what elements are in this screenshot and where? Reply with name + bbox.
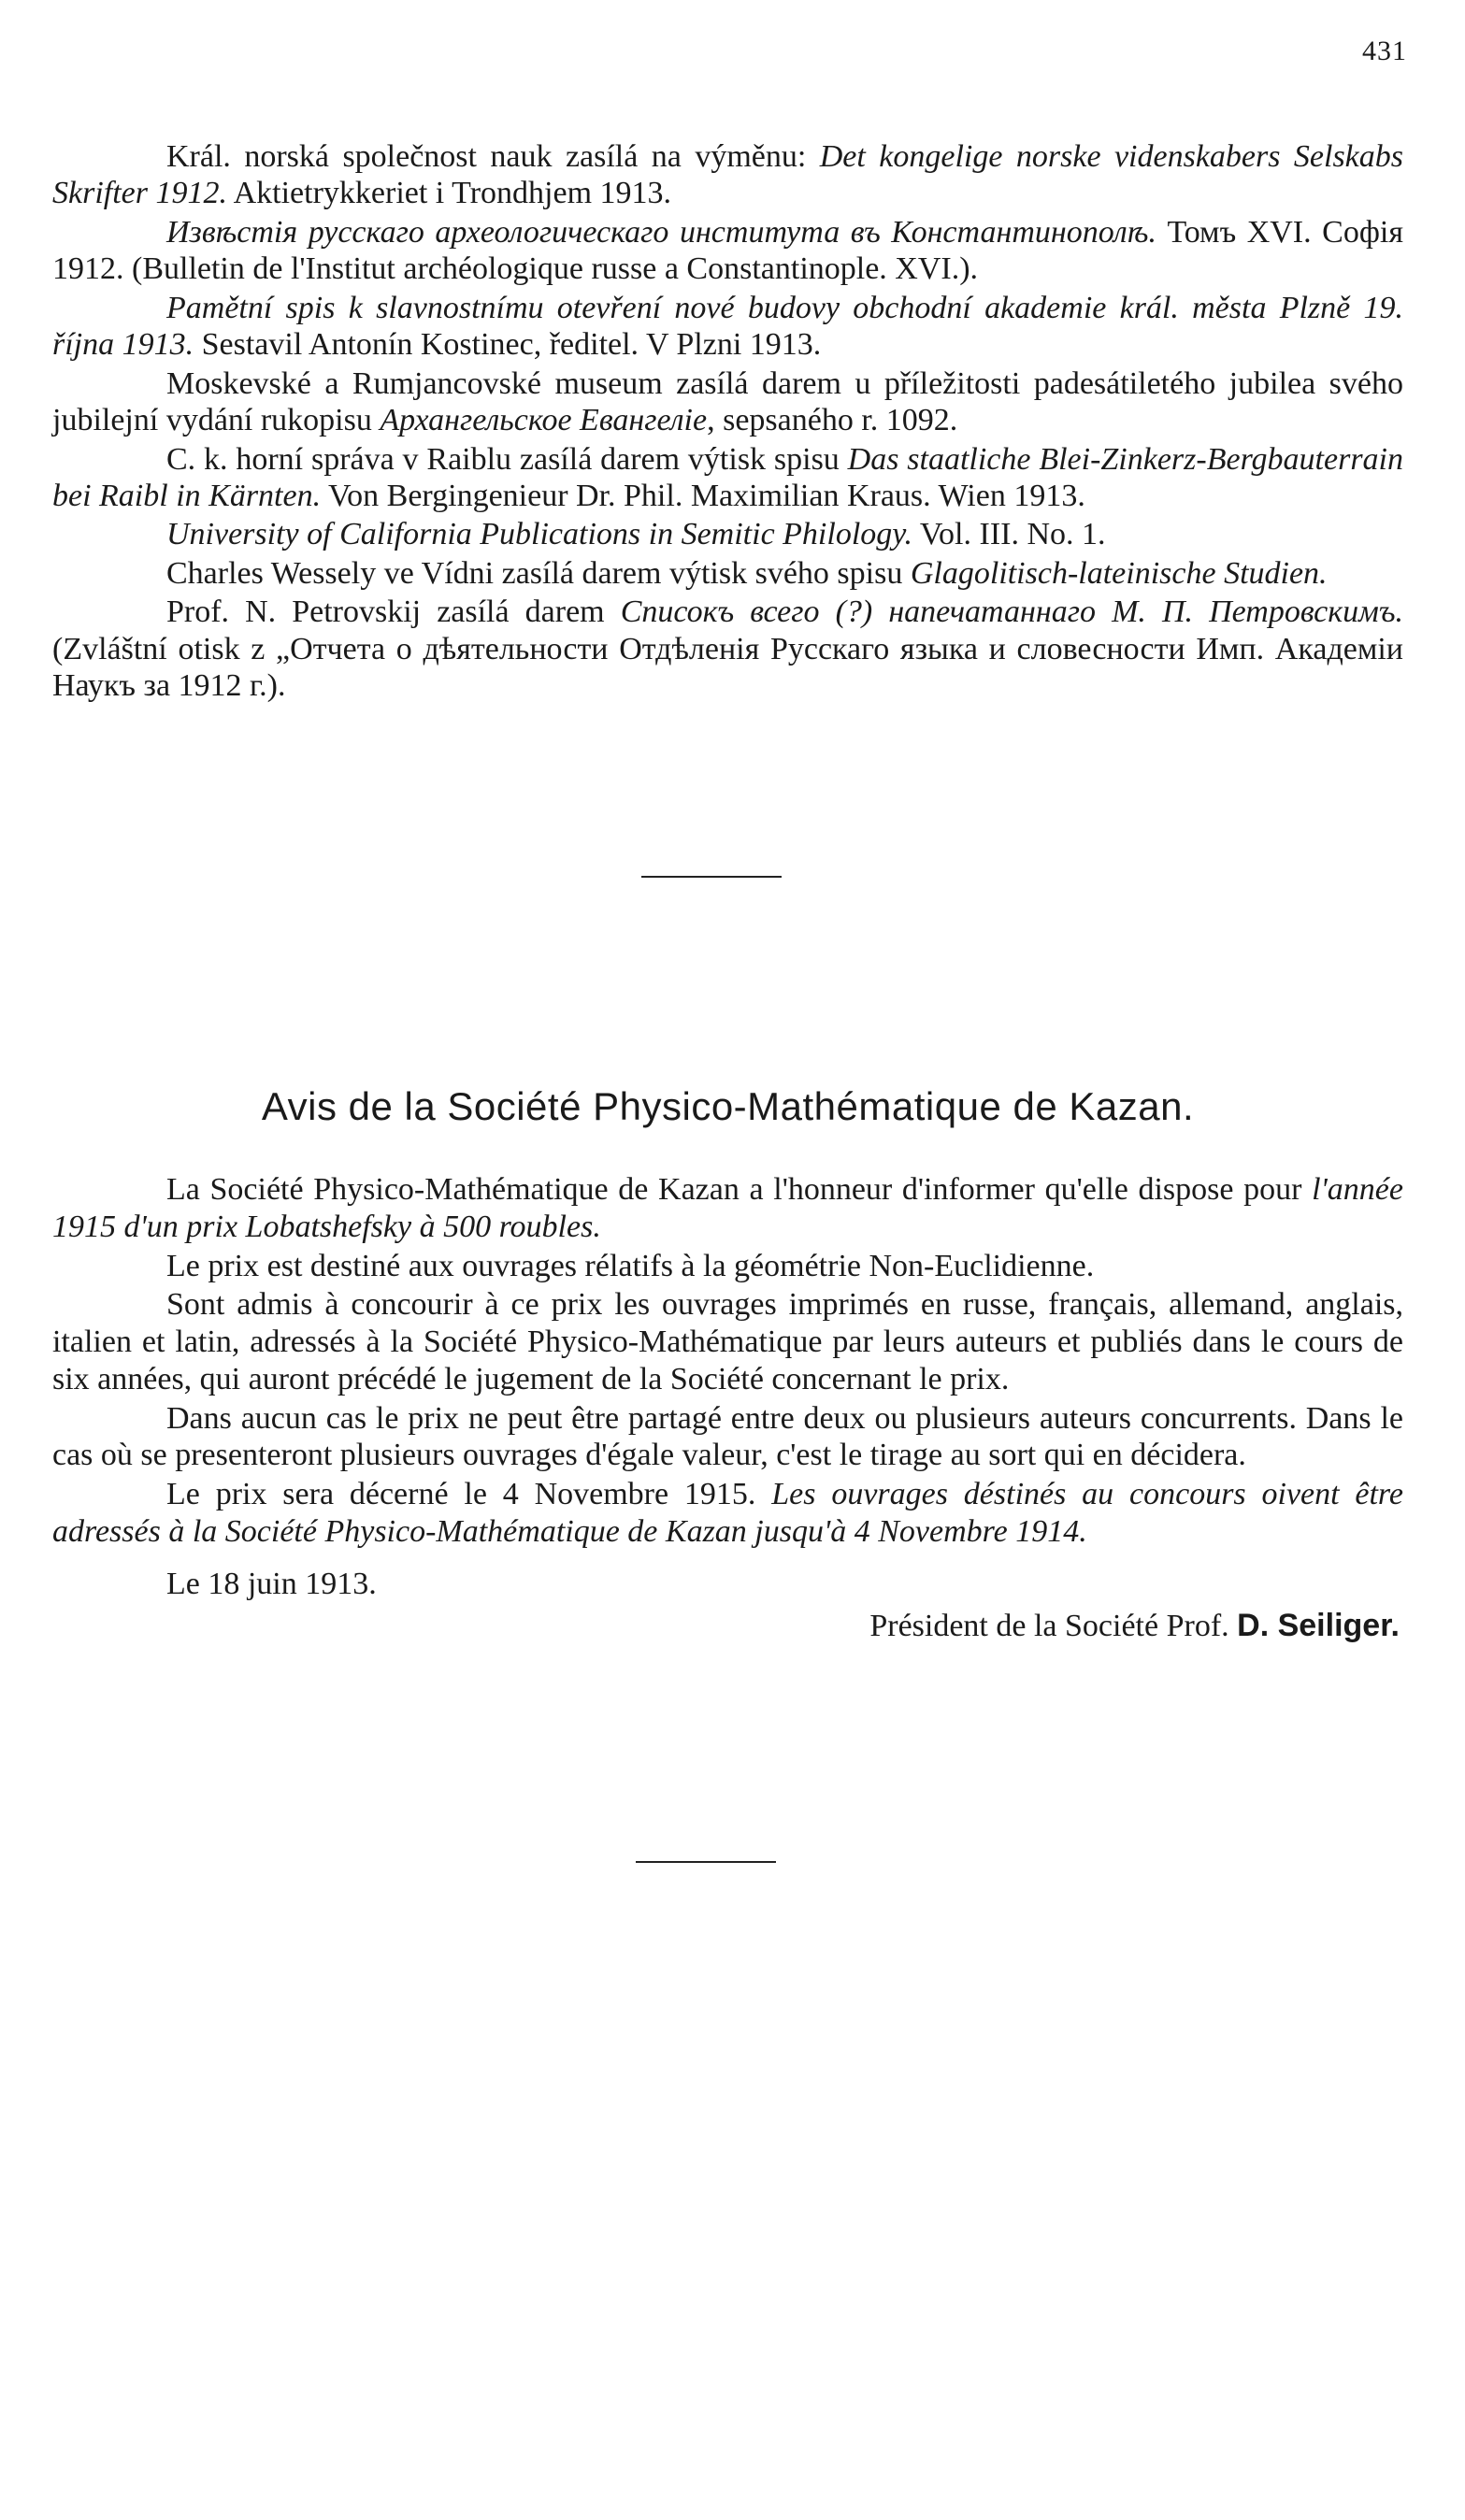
signatory-name: D. Seiliger. bbox=[1237, 1608, 1400, 1644]
notice-paragraph: Dans aucun cas le prix ne peut être partagé entre deux ou plusieurs auteurs concurrents. Dans le cas où se presenteront plusieurs ouvrages d'égale valeur, c'est le tirage au sort qui en décidera. bbox=[52, 1400, 1403, 1473]
list-item: University of California Publications in Semitic Philology. Vol. III. No. 1. bbox=[166, 517, 1106, 552]
notice-paragraph: La Société Physico-Mathématique de Kazan a l'honneur d'informer qu'elle dispose pour l'année 1915 d'un prix Lobatshefsky à 500 roubles. bbox=[52, 1172, 1403, 1244]
list-item: Král. norská společnost nauk zasílá na výměnu: Det kongelige norske videnskabers Selskabs Skrifter 1912. Aktietrykkeriet i Trondhjem 1913. bbox=[52, 139, 1404, 211]
notice-signature: Président de la Société Prof. D. Seiliger. bbox=[869, 1608, 1400, 1644]
notice-paragraph: Le prix est destiné aux ouvrages rélatifs à la géométrie Non-Euclidienne. bbox=[166, 1248, 1095, 1283]
list-item: Moskevské a Rumjancovské museum zasílá darem u příležitosti padesátiletého jubilea svého jubilejní vydání rukopisu Архангельское Евангеліе, sepsaného r. 1092. bbox=[52, 365, 1403, 438]
acquisitions-list bbox=[52, 138, 1403, 707]
notice-body bbox=[52, 1171, 1403, 1647]
page-number: 431 bbox=[1362, 36, 1407, 66]
notice-paragraph: Sont admis à concourir à ce prix les ouvrages imprimés en russe, français, allemand, anglais, italien et latin, adressés à la Société Physico-Mathématique par leurs auteurs et publiés dans le cours de six années, qui auront précédé le jugement de la Société concernant le prix. bbox=[52, 1287, 1403, 1396]
notice-paragraph: Le prix sera décerné le 4 Novembre 1915. Les ouvrages déstinés au concours oivent être adressés à la Société Physico-Mathématique de Kazan jusqu'à 4 Novembre 1914. bbox=[52, 1477, 1403, 1549]
list-item: Pamětní spis k slavnostnímu otevření nové budovy obchodní akademie král. města Plzně 19. října 1913. Sestavil Antonín Kostinec, ředitel. V Plzni 1913. bbox=[52, 290, 1403, 363]
list-item: Charles Wessely ve Vídni zasílá darem výtisk svého spisu Glagolitisch-lateinische Studien. bbox=[166, 555, 1328, 591]
list-item: Prof. N. Petrovskij zasílá darem Списокъ всего (?) напечатаннаго М. П. Петровскимъ. (Zvláštní otisk z „Отчета о дѣятельности Отдѣленія Русскаго языка и словесности Имп. Академіи Наукъ за 1912 г.). bbox=[52, 594, 1403, 704]
section-divider bbox=[636, 1861, 776, 1863]
notice-date: Le 18 juin 1913. bbox=[166, 1566, 377, 1601]
list-item: Извѣстія русскаго археологическаго института въ Константинополѣ. Томъ XVI. Софія 1912. (Bulletin de l'Institut archéologique russe a Constantinople. XVI.). bbox=[52, 214, 1403, 287]
section-divider bbox=[641, 876, 782, 878]
list-item: C. k. horní správa v Raiblu zasílá darem výtisk spisu Das staatliche Blei-Zinkerz-Bergbauterrain bei Raibl in Kärnten. Von Bergingenieur Dr. Phil. Maximilian Kraus. Wien 1913. bbox=[52, 441, 1403, 513]
notice-title: Avis de la Société Physico-Mathématique de Kazan. bbox=[261, 1084, 1195, 1128]
